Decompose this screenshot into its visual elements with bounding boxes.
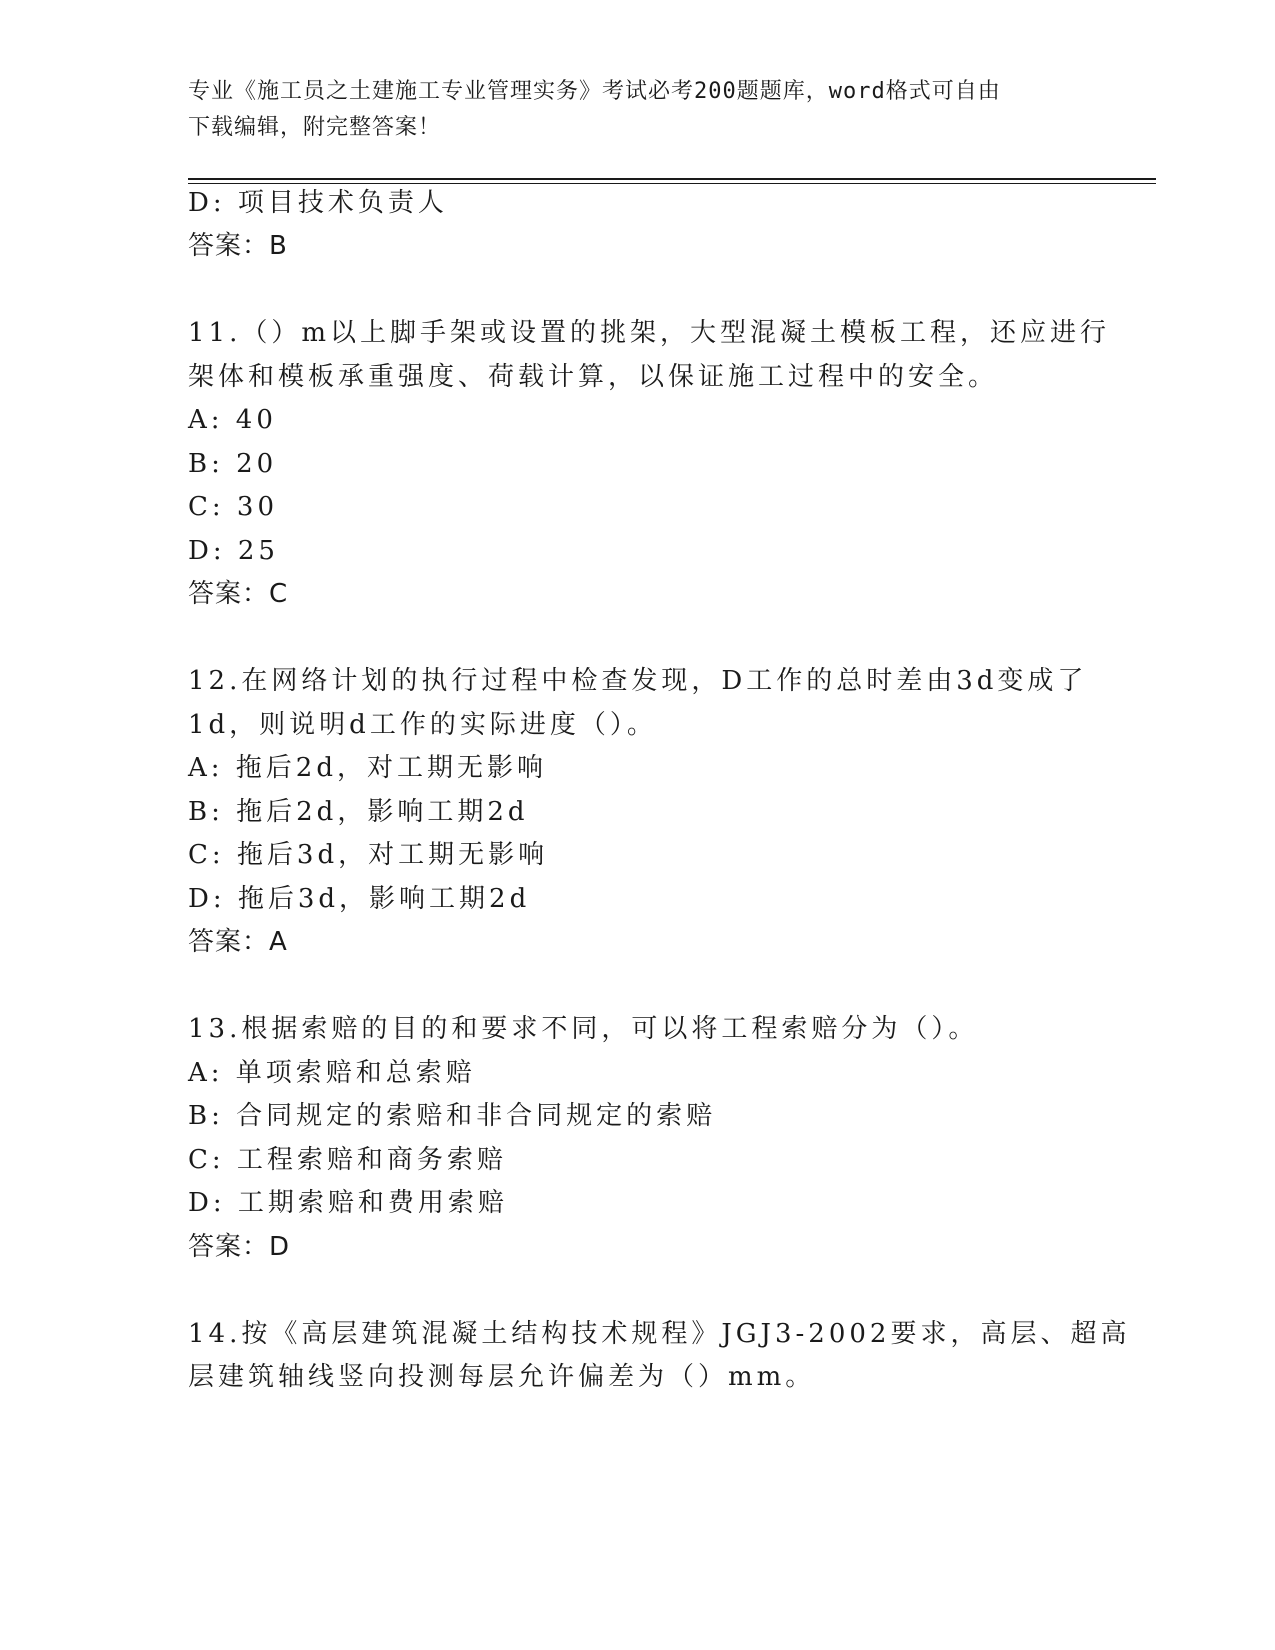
document-header xyxy=(188,74,1078,146)
question-13-option-b: B: 合同规定的索赔和非合同规定的索赔 xyxy=(188,1101,717,1131)
question-12-answer: 答案：A xyxy=(188,927,288,957)
question-13-answer: 答案：D xyxy=(188,1232,291,1262)
question-13-option-a: A: 单项索赔和总索赔 xyxy=(188,1058,476,1088)
question-12-stem-line-2: 1d，则说明d工作的实际进度（）。 xyxy=(188,710,657,740)
question-13-option-c: C: 工程索赔和商务索赔 xyxy=(188,1145,507,1175)
question-11-option-c: C: 30 xyxy=(188,492,279,522)
question-13-stem-line-1: 13.根据索赔的目的和要求不同，可以将工程索赔分为（）。 xyxy=(188,1014,979,1044)
question-14-stem-line-2: 层建筑轴线竖向投测每层允许偏差为（）mm。 xyxy=(188,1362,816,1392)
question-11-stem-line-1: 11.（）m以上脚手架或设置的挑架，大型混凝土模板工程，还应进行 xyxy=(188,318,1111,348)
question-11-option-a: A: 40 xyxy=(188,405,277,435)
question-11-option-d: D: 25 xyxy=(188,536,279,566)
header-divider-thick xyxy=(188,178,1156,180)
header-title-line-1: 专业《施工员之土建施工专业管理实务》考试必考200题题库，word格式可自由 xyxy=(188,79,1001,104)
prev-option-d: D: 项目技术负责人 xyxy=(188,188,448,218)
question-12-option-a: A: 拖后2d，对工期无影响 xyxy=(188,753,547,783)
question-11-answer: 答案：C xyxy=(188,579,289,609)
question-14-stem-line-1: 14.按《高层建筑混凝土结构技术规程》JGJ3-2002要求，高层、超高 xyxy=(188,1319,1131,1349)
header-title-line-2: 下载编辑，附完整答案！ xyxy=(188,115,442,140)
question-12-option-c: C: 拖后3d，对工期无影响 xyxy=(188,840,549,870)
question-11-stem-line-2: 架体和模板承重强度、荷载计算，以保证施工过程中的安全。 xyxy=(188,362,999,392)
prev-answer: 答案：B xyxy=(188,231,288,261)
header-divider-thin xyxy=(188,183,1156,184)
question-13-option-d: D: 工期索赔和费用索赔 xyxy=(188,1188,508,1218)
question-12-option-b: B: 拖后2d，影响工期2d xyxy=(188,797,529,827)
question-11-option-b: B: 20 xyxy=(188,449,278,479)
question-12-option-d: D: 拖后3d，影响工期2d xyxy=(188,884,531,914)
question-12-stem-line-1: 12.在网络计划的执行过程中检查发现，D工作的总时差由3d变成了 xyxy=(188,666,1088,696)
